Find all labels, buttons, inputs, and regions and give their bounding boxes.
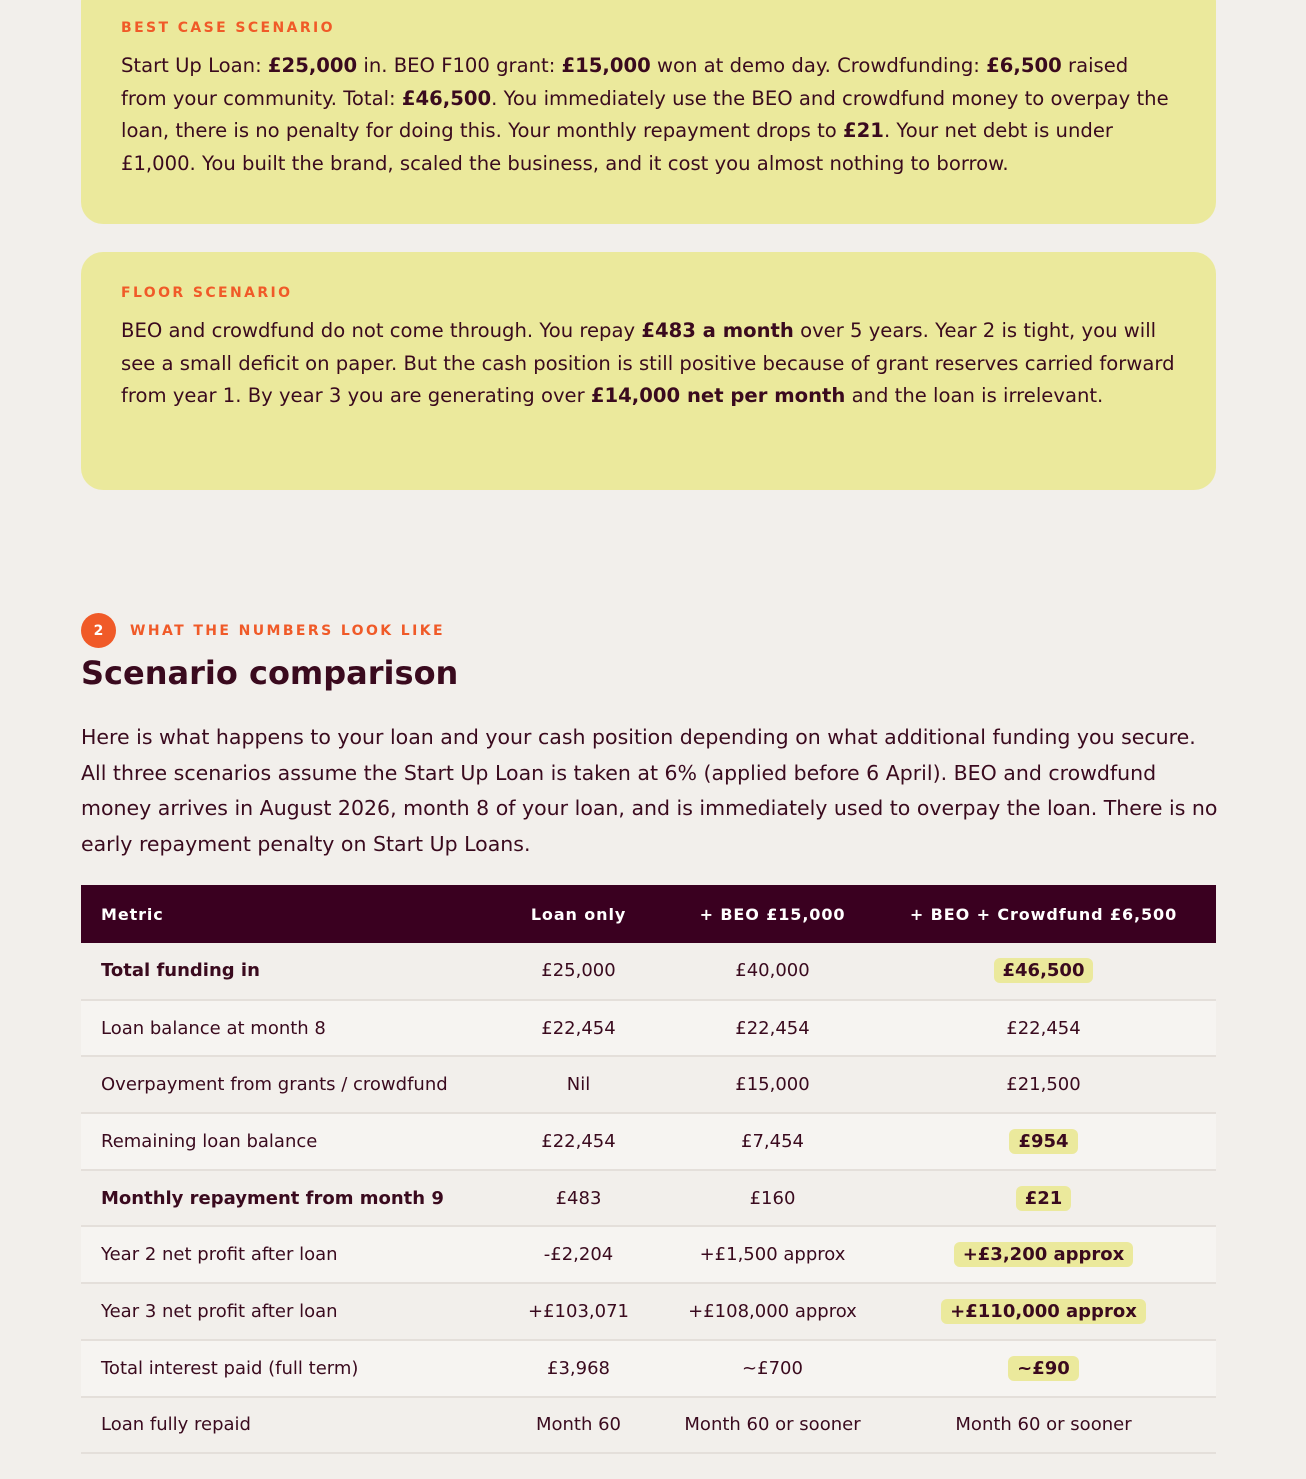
table-row [81,1340,1216,1397]
cell-loan-only: Nil [566,1074,591,1096]
row-metric: Total funding in [101,960,260,982]
cell-beo: £7,454 [741,1130,804,1152]
cell-beo: £15,000 [735,1074,810,1096]
cell-loan-only: £25,000 [541,960,616,982]
cell-beo: ~£700 [742,1357,803,1379]
cell-beo-crowdfund [871,1283,1216,1340]
table-row [81,1397,1216,1454]
cell-beo: +£108,000 approx [688,1300,857,1322]
table-row [81,1283,1216,1340]
row-metric: Loan fully repaid [101,1414,251,1436]
best-case-card [81,0,1216,224]
row-metric: Loan balance at month 8 [101,1017,326,1039]
cell-beo-crowdfund: £22,454 [1006,1017,1081,1039]
section-title: Scenario comparison [81,654,459,692]
table-row [81,1226,1216,1283]
cell-beo-crowdfund [871,943,1216,1000]
cell-beo-crowdfund: £21,500 [1006,1074,1081,1096]
row-metric: Remaining loan balance [101,1130,318,1152]
best-case-label: BEST CASE SCENARIO [121,20,335,36]
cell-loan-only: +£103,071 [528,1300,629,1322]
cell-beo: £22,454 [735,1017,810,1039]
header-beo: + BEO £15,000 [699,904,846,924]
cell-loan-only: £22,454 [541,1130,616,1152]
table-row [81,1056,1216,1113]
cell-beo-crowdfund [871,1113,1216,1170]
cell-beo: £160 [749,1187,796,1209]
highlight-value: £954 [1009,1129,1077,1154]
cell-beo: +£1,500 approx [699,1244,846,1266]
cell-loan-only: Month 60 [535,1414,622,1436]
row-metric: Overpayment from grants / crowdfund [101,1074,448,1096]
highlight-value: ~£90 [1008,1356,1079,1381]
section-eyebrow: WHAT THE NUMBERS LOOK LIKE [130,622,445,639]
header-beo-crowdfund: + BEO + Crowdfund £6,500 [909,904,1178,924]
cell-beo-crowdfund [871,1226,1216,1283]
highlight-value: £21 [1016,1186,1072,1211]
cell-loan-only: £22,454 [541,1017,616,1039]
header-loan-only: Loan only [530,904,627,924]
row-metric: Monthly repayment from month 9 [101,1187,444,1209]
floor-card [81,252,1216,490]
row-metric: Total interest paid (full term) [101,1357,359,1379]
cell-beo-crowdfund: Month 60 or sooner [955,1414,1132,1436]
comparison-table [81,885,1216,1454]
section-header [81,613,445,648]
table-row [81,943,1216,1000]
floor-text: BEO and crowdfund do not come through. You repay £483 a month over 5 years. Year 2 is tight, you will see a small deficit on paper. But the cash position is still positive because of grant reserves carried forward from year 1. By year 3 you are generating over £14,000 net per month and the loan is irrelevant. [121,319,1175,408]
highlight-value: £46,500 [994,958,1094,983]
table-row [81,1000,1216,1057]
highlight-value: +£110,000 approx [941,1299,1146,1324]
table-header-row [81,885,1216,943]
cell-loan-only: £483 [555,1187,602,1209]
highlight-value: +£3,200 approx [954,1242,1134,1267]
header-metric: Metric [101,904,164,924]
table-row [81,1113,1216,1170]
row-metric: Year 3 net profit after loan [101,1300,338,1322]
cell-beo-crowdfund [871,1170,1216,1227]
best-case-text: Start Up Loan: £25,000 in. BEO F100 grant: £15,000 won at demo day. Crowdfunding: £6,500 raised from your community. Total: £46,500. You immediately use the BEO and crowdfund money to overpay the loan, there is no penalty for doing this. Your monthly repayment drops to £21. Your net debt is under £1,000. You built the brand, scaled the business, and it cost you almost nothing to borrow. [121,54,1169,176]
intro-paragraph: Here is what happens to your loan and your cash position depending on what additional funding you secure. All three scenarios assume the Start Up Loan is taken at 6% (applied before 6 April). BEO and crowdfund money arrives in August 2026, month 8 of your loan, and is immediately used to overpay the loan. There is no early repayment penalty on Start Up Loans. [81,725,1218,856]
floor-label: FLOOR SCENARIO [121,285,293,301]
cell-loan-only: £3,968 [547,1357,610,1379]
cell-beo: Month 60 or sooner [684,1414,861,1436]
cell-beo: £40,000 [735,960,810,982]
row-metric: Year 2 net profit after loan [101,1244,338,1266]
cell-beo-crowdfund [871,1340,1216,1397]
table-row [81,1170,1216,1227]
cell-loan-only: -£2,204 [543,1244,614,1266]
step-number-badge: 2 [81,613,116,648]
